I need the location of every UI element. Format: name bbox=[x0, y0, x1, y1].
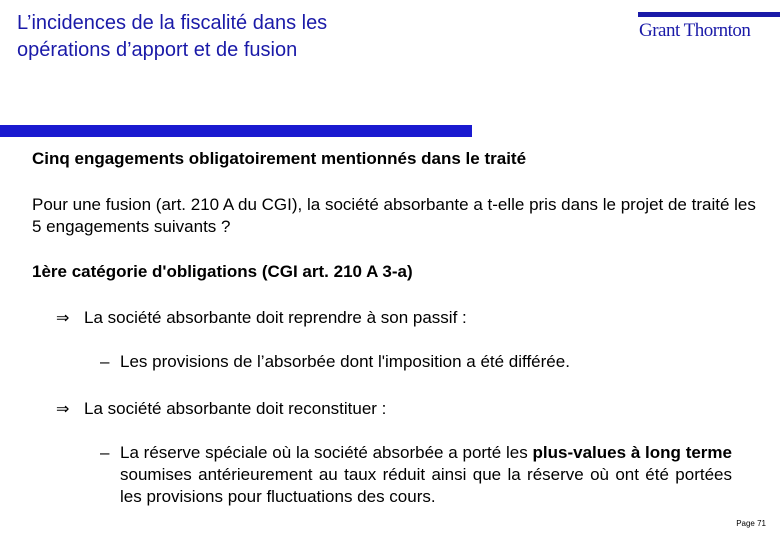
bullet-text-1: La société absorbante doit reprendre à son passif : bbox=[84, 308, 467, 327]
sub-bullet-text-2-part-1: La réserve spéciale où la société absorbée a porté les bbox=[120, 443, 533, 462]
sub-bullet-text-2-bold: plus-values à long terme bbox=[532, 443, 732, 462]
sub-bullet-text-2 bbox=[120, 442, 732, 508]
slide-title-line-2: opérations d’apport et de fusion bbox=[17, 39, 298, 61]
slide-title-line-1: L’incidences de la fiscalité dans les bbox=[17, 12, 328, 34]
arrow-icon: ⇒ bbox=[56, 401, 70, 418]
intro-paragraph: Pour une fusion (art. 210 A du CGI), la société absorbante a t-elle pris dans le projet de traité les 5 engagements suivants ? bbox=[32, 195, 756, 236]
sub-bullet-text-2-part-2: soumises antérieurement au taux réduit ainsi que la réserve où ont été portées les provisions pour fluctuations des cours. bbox=[120, 465, 732, 506]
slide-title bbox=[17, 10, 437, 64]
dash-icon: – bbox=[100, 443, 110, 462]
bullet-item-2 bbox=[56, 399, 386, 419]
logo-text: Grant Thornton bbox=[639, 20, 751, 38]
grant-thornton-logo bbox=[638, 12, 780, 38]
bullet-item-1 bbox=[56, 308, 467, 328]
dash-icon: – bbox=[100, 352, 110, 371]
title-rule bbox=[0, 125, 472, 137]
section-heading: Cinq engagements obligatoirement mentionnés dans le traité bbox=[32, 149, 527, 168]
sub-bullet-text-1: Les provisions de l’absorbée dont l'imposition a été différée. bbox=[120, 352, 570, 371]
page-number: Page 71 bbox=[736, 519, 766, 528]
bullet-text-2: La société absorbante doit reconstituer : bbox=[84, 399, 387, 418]
arrow-icon: ⇒ bbox=[56, 310, 70, 327]
category-heading: 1ère catégorie d'obligations (CGI art. 210 A 3-a) bbox=[32, 262, 413, 281]
logo-bar bbox=[638, 12, 780, 17]
